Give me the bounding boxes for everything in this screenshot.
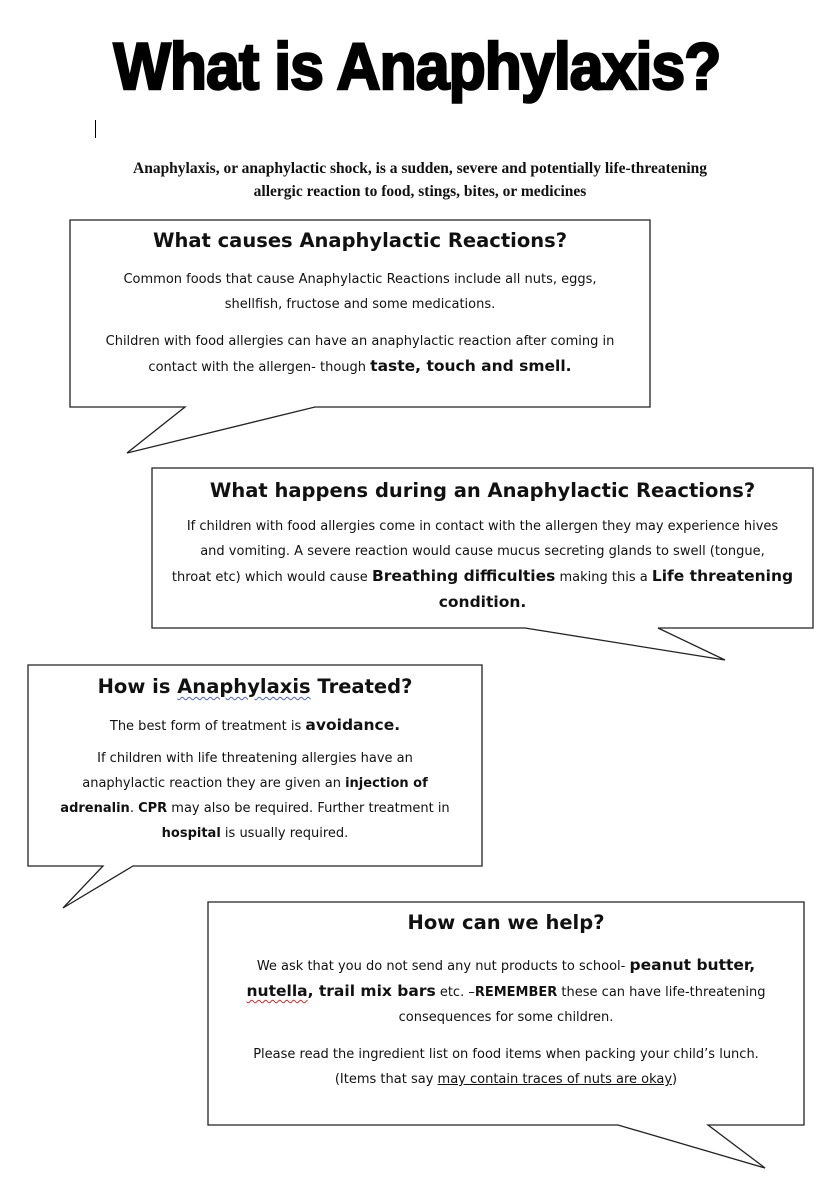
causes-paragraph-2 — [70, 329, 650, 380]
treated-paragraph-1 — [28, 713, 482, 739]
help-p2-line2-underline: may contain traces of nuts are okay — [437, 1072, 673, 1087]
treated-p1-bold: avoidance. — [305, 716, 401, 734]
happens-line1: If children with food allergies come in contact with the allergen they may experience hives — [186, 519, 779, 534]
happens-heading: What happens during an Anaphylactic Reactions? — [209, 479, 756, 502]
intro-text — [70, 157, 770, 203]
treated-heading-a: How is — [97, 675, 178, 698]
help-p2-line1: Please read the ingredient list on food items when packing your child’s lunch. — [253, 1047, 759, 1062]
causes-p1-line2: shellfish, fructose and some medications. — [224, 297, 496, 312]
treated-p2-line2-a: anaphylactic reaction they are given an — [82, 776, 346, 791]
causes-p2-line2: contact with the allergen- though — [148, 360, 371, 375]
treated-p2-line2-bold: injection of — [345, 776, 428, 791]
help-heading: How can we help? — [407, 911, 605, 934]
help-p1-line2-b: these can have life-threatening — [557, 985, 766, 1000]
treated-p2-line3-a: . — [129, 801, 139, 816]
page-title: What is Anaphylaxis? — [113, 29, 721, 103]
treated-p2-line1: If children with life threatening allergies have an — [97, 751, 413, 766]
help-p2-line2-a: (Items that say — [334, 1072, 438, 1087]
intro-line-1: Anaphylaxis, or anaphylactic shock, is a sudden, severe and potentially life-threatening — [133, 160, 707, 177]
causes-section — [70, 228, 650, 380]
text-cursor — [95, 120, 96, 138]
happens-line3-bold2: Life threatening — [651, 567, 794, 585]
happens-line4-bold: condition. — [438, 593, 527, 611]
happens-line2: and vomiting. A severe reaction would cause mucus secreting glands to swell (tongue, — [200, 544, 765, 559]
treated-p2-line4-bold: hospital — [161, 826, 221, 841]
happens-section — [152, 478, 813, 616]
happens-line3-b: making this a — [555, 570, 652, 585]
treated-section — [28, 674, 482, 846]
help-p2-line2-b: ) — [672, 1072, 678, 1087]
intro-line-2: allergic reaction to food, stings, bites, or medicines — [253, 183, 587, 200]
treated-heading — [28, 674, 482, 700]
causes-p2-line1: Children with food allergies can have an anaphylactic reaction after coming in — [105, 334, 615, 349]
help-p1-line2-bold: , trail mix bars — [307, 982, 436, 1000]
help-p1-line2-a: etc. – — [435, 985, 475, 1000]
happens-line3-a: throat etc) which would cause — [171, 570, 372, 585]
help-p1-line2-bold2: REMEMBER — [474, 985, 558, 1000]
treated-heading-word: Anaphylaxis — [177, 675, 311, 698]
treated-p2-line3-bold1: adrenalin — [60, 801, 130, 816]
help-section — [208, 910, 804, 1092]
treated-p2-line3-b: may also be required. Further treatment in — [167, 801, 450, 816]
treated-paragraph-2 — [28, 746, 482, 846]
help-p1-line1-bold: peanut butter, — [629, 956, 756, 974]
treated-heading-b: Treated? — [310, 675, 413, 698]
help-p1-line2-word: nutella — [246, 982, 308, 1000]
treated-p1-a: The best form of treatment is — [109, 719, 306, 734]
causes-p1-line1: Common foods that cause Anaphylactic Reactions include all nuts, eggs, — [123, 272, 597, 287]
happens-line3-bold1: Breathing difficulties — [371, 567, 556, 585]
treated-p2-line3-bold2: CPR — [138, 801, 168, 816]
help-p1-line3: consequences for some children. — [398, 1010, 614, 1025]
causes-paragraph-1 — [70, 267, 650, 317]
happens-paragraph — [152, 514, 813, 616]
help-paragraph-2 — [208, 1042, 804, 1092]
treated-p2-line4-a: is usually required. — [220, 826, 349, 841]
help-p1-line1-a: We ask that you do not send any nut products to school- — [256, 959, 630, 974]
causes-heading: What causes Anaphylactic Reactions? — [152, 229, 568, 252]
causes-p2-bold: taste, touch and smell. — [370, 357, 572, 375]
help-paragraph-1 — [208, 953, 804, 1030]
